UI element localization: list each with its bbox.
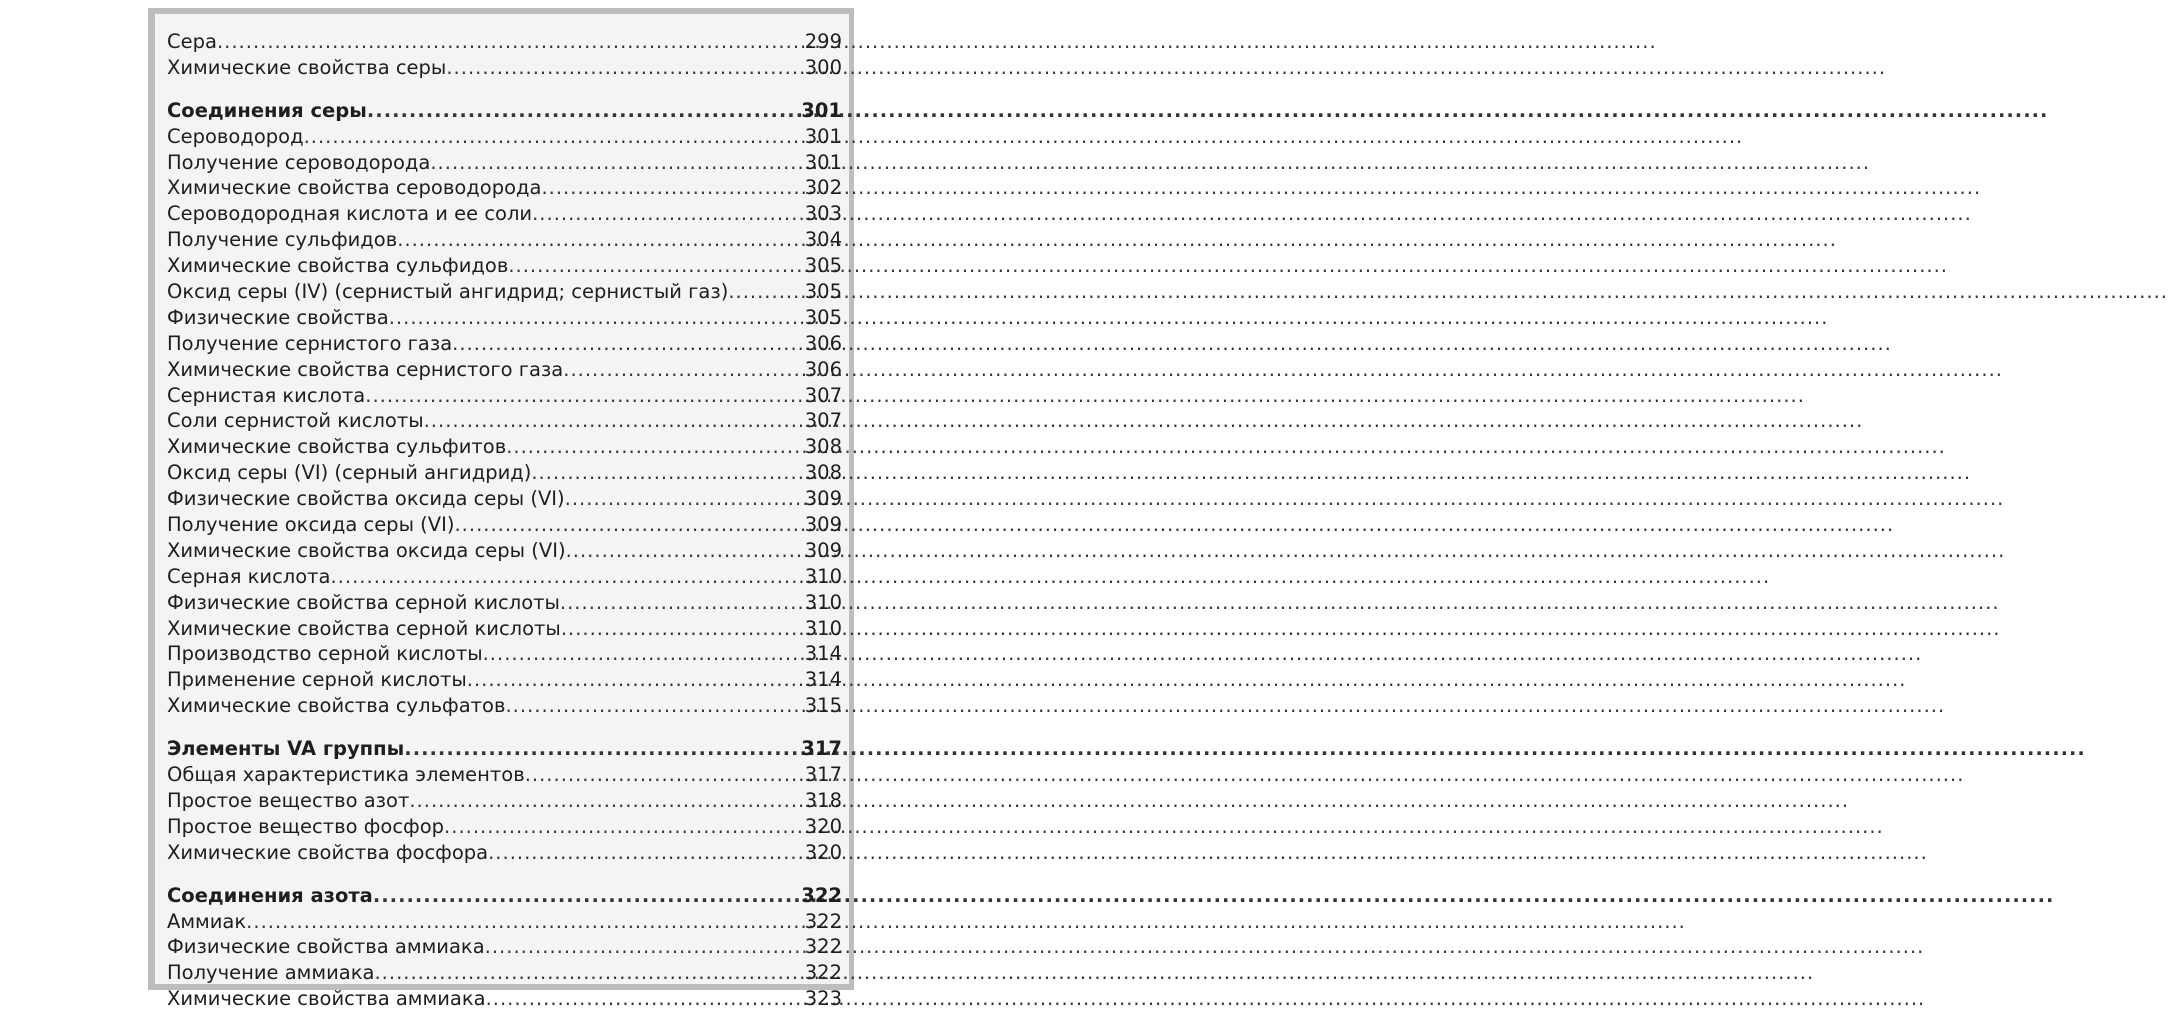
toc-entry-page-number: 306 bbox=[804, 357, 842, 381]
toc-entry-page-number: 310 bbox=[804, 616, 842, 640]
toc-entry-title: Химические свойства сернистого газа bbox=[167, 357, 564, 381]
toc-entry bbox=[167, 408, 842, 434]
toc-entry bbox=[167, 564, 842, 590]
toc-entry-title: Химические свойства фосфора bbox=[167, 840, 489, 864]
toc-entry-title: Сера bbox=[167, 30, 217, 53]
toc-entry bbox=[167, 512, 842, 538]
toc-entry bbox=[167, 150, 842, 176]
dot-leader bbox=[430, 150, 804, 176]
toc-entry bbox=[167, 305, 842, 331]
toc-entry-page-number: 317 bbox=[801, 737, 842, 761]
dot-leader bbox=[452, 331, 805, 357]
dot-leader bbox=[531, 460, 804, 486]
dot-leader bbox=[444, 814, 805, 840]
toc-entry-title: Получение оксида серы (VI) bbox=[167, 513, 455, 537]
toc-entry-page-number: 317 bbox=[804, 763, 842, 787]
toc-entry bbox=[167, 590, 842, 616]
toc-entry bbox=[167, 29, 842, 55]
toc-entry-page-number: 320 bbox=[804, 840, 842, 864]
toc-entry-title: Серная кислота bbox=[167, 564, 331, 588]
toc-entry bbox=[167, 538, 842, 564]
table-of-contents bbox=[167, 29, 842, 1012]
dot-leader bbox=[389, 305, 805, 331]
toc-entry-title: Производство серной кислоты bbox=[167, 642, 483, 666]
toc-entry-title: Простое вещество фосфор bbox=[167, 814, 445, 838]
toc-entry-title: Физические свойства оксида серы (VI) bbox=[167, 487, 565, 511]
toc-entry bbox=[167, 227, 842, 253]
toc-entry bbox=[167, 55, 842, 81]
dot-leader bbox=[508, 253, 804, 279]
dot-leader bbox=[488, 840, 805, 866]
dot-leader bbox=[331, 564, 805, 590]
dot-leader bbox=[217, 29, 805, 55]
dot-leader bbox=[446, 55, 804, 81]
toc-entry-page-number: 322 bbox=[804, 909, 842, 933]
toc-entry-page-number: 322 bbox=[804, 935, 842, 959]
toc-entry-page-number: 307 bbox=[804, 383, 842, 407]
dot-leader bbox=[505, 693, 804, 719]
toc-entry-page-number: 320 bbox=[804, 814, 842, 838]
toc-entry-page-number: 322 bbox=[801, 883, 842, 907]
toc-entry-page-number: 302 bbox=[804, 176, 842, 200]
dot-leader bbox=[367, 98, 801, 124]
toc-entry-title: Соединения серы bbox=[167, 98, 367, 122]
dot-leader bbox=[397, 227, 805, 253]
toc-entry-page-number: 309 bbox=[804, 487, 842, 511]
toc-entry-title: Химические свойства сульфидов bbox=[167, 254, 509, 278]
toc-entry-title: Химические свойства серной кислоты bbox=[167, 616, 561, 640]
dot-leader bbox=[565, 486, 805, 512]
toc-section-heading bbox=[167, 98, 842, 124]
toc-section-heading bbox=[167, 736, 842, 762]
toc-entry-title: Химические свойства сероводорода bbox=[167, 176, 542, 200]
toc-entry-page-number: 301 bbox=[801, 98, 842, 122]
dot-leader bbox=[728, 279, 804, 305]
dot-leader bbox=[566, 538, 805, 564]
toc-entry-title: Получение сульфидов bbox=[167, 228, 398, 252]
book-page bbox=[155, 14, 849, 1011]
toc-entry-title: Сероводородная кислота и ее соли bbox=[167, 202, 533, 226]
toc-entry bbox=[167, 986, 842, 1012]
toc-entry-title: Оксид серы (IV) (сернистый ангидрид; сернистый газ) bbox=[167, 280, 729, 304]
toc-entry-page-number: 305 bbox=[804, 254, 842, 278]
toc-entry-page-number: 310 bbox=[804, 590, 842, 614]
toc-entry-title: Химические свойства оксида серы (VI) bbox=[167, 538, 566, 562]
toc-entry-page-number: 301 bbox=[804, 150, 842, 174]
toc-entry bbox=[167, 253, 842, 279]
dot-leader bbox=[365, 383, 805, 409]
toc-entry bbox=[167, 357, 842, 383]
dot-leader bbox=[467, 667, 805, 693]
toc-entry bbox=[167, 762, 842, 788]
toc-entry-page-number: 305 bbox=[804, 280, 842, 304]
dot-leader bbox=[246, 909, 805, 935]
dot-leader bbox=[424, 408, 805, 434]
dot-leader bbox=[525, 762, 805, 788]
dot-leader bbox=[373, 883, 801, 909]
toc-entry-page-number: 323 bbox=[804, 987, 842, 1011]
toc-entry-title: Общая характеристика элементов bbox=[167, 763, 525, 787]
toc-entry-page-number: 318 bbox=[804, 788, 842, 812]
toc-entry bbox=[167, 124, 842, 150]
toc-entry-title: Получение аммиака bbox=[167, 961, 375, 985]
dot-leader bbox=[486, 986, 805, 1012]
toc-entry-title: Физические свойства серной кислоты bbox=[167, 590, 560, 614]
toc-entry bbox=[167, 960, 842, 986]
toc-entry-page-number: 301 bbox=[804, 124, 842, 148]
toc-entry-page-number: 314 bbox=[804, 642, 842, 666]
toc-entry-title: Химические свойства сульфатов bbox=[167, 694, 506, 718]
toc-entry bbox=[167, 331, 842, 357]
toc-entry-title: Химические свойства аммиака bbox=[167, 987, 486, 1011]
dot-leader bbox=[560, 590, 805, 616]
toc-entry-title: Аммиак bbox=[167, 909, 247, 933]
toc-entry bbox=[167, 840, 842, 866]
dot-leader bbox=[532, 201, 805, 227]
toc-entry-page-number: 300 bbox=[804, 55, 842, 79]
toc-entry bbox=[167, 641, 842, 667]
toc-entry bbox=[167, 383, 842, 409]
toc-entry-page-number: 309 bbox=[804, 513, 842, 537]
dot-leader bbox=[304, 124, 805, 150]
toc-entry-page-number: 310 bbox=[804, 564, 842, 588]
toc-entry-title: Сероводород bbox=[167, 124, 304, 148]
toc-entry-page-number: 306 bbox=[804, 331, 842, 355]
toc-entry-title: Сернистая кислота bbox=[167, 383, 366, 407]
dot-leader bbox=[404, 736, 801, 762]
toc-entry-title: Химические свойства серы bbox=[167, 55, 447, 79]
toc-entry-page-number: 303 bbox=[804, 202, 842, 226]
toc-entry-title: Соединения азота bbox=[167, 883, 373, 907]
dot-leader bbox=[454, 512, 804, 538]
dot-leader bbox=[541, 175, 804, 201]
toc-entry bbox=[167, 693, 842, 719]
toc-entry-page-number: 308 bbox=[804, 461, 842, 485]
toc-entry-title: Получение сероводорода bbox=[167, 150, 431, 174]
toc-entry bbox=[167, 279, 842, 305]
toc-entry-page-number: 299 bbox=[804, 30, 842, 53]
toc-entry bbox=[167, 814, 842, 840]
dot-leader bbox=[561, 616, 805, 642]
toc-entry bbox=[167, 486, 842, 512]
toc-entry bbox=[167, 934, 842, 960]
toc-entry bbox=[167, 175, 842, 201]
toc-entry bbox=[167, 909, 842, 935]
toc-entry bbox=[167, 788, 842, 814]
toc-entry-title: Применение серной кислоты bbox=[167, 668, 467, 692]
toc-entry-page-number: 309 bbox=[804, 538, 842, 562]
toc-entry-page-number: 308 bbox=[804, 435, 842, 459]
dot-leader bbox=[374, 960, 804, 986]
dot-leader bbox=[563, 357, 805, 383]
toc-entry-page-number: 305 bbox=[804, 305, 842, 329]
toc-entry-title: Химические свойства сульфитов bbox=[167, 435, 507, 459]
toc-entry-title: Оксид серы (VI) (серный ангидрид) bbox=[167, 461, 532, 485]
dot-leader bbox=[485, 934, 805, 960]
toc-entry-title: Соли сернистой кислоты bbox=[167, 409, 424, 433]
toc-entry-page-number: 315 bbox=[804, 694, 842, 718]
toc-entry-title: Физические свойства bbox=[167, 305, 389, 329]
toc-entry-title: Получение сернистого газа bbox=[167, 331, 453, 355]
toc-entry-title: Простое вещество азот bbox=[167, 788, 410, 812]
toc-entry bbox=[167, 667, 842, 693]
toc-entry-page-number: 314 bbox=[804, 668, 842, 692]
toc-entry-title: Физические свойства аммиака bbox=[167, 935, 485, 959]
toc-entry-page-number: 304 bbox=[804, 228, 842, 252]
toc-entry bbox=[167, 616, 842, 642]
toc-entry bbox=[167, 201, 842, 227]
toc-entry bbox=[167, 460, 842, 486]
toc-entry-page-number: 307 bbox=[804, 409, 842, 433]
dot-leader bbox=[483, 641, 805, 667]
toc-entry-title: Элементы VA группы bbox=[167, 737, 405, 761]
dot-leader bbox=[506, 434, 805, 460]
toc-entry-page-number: 322 bbox=[804, 961, 842, 985]
dot-leader bbox=[409, 788, 804, 814]
toc-entry bbox=[167, 434, 842, 460]
toc-section-heading bbox=[167, 883, 842, 909]
